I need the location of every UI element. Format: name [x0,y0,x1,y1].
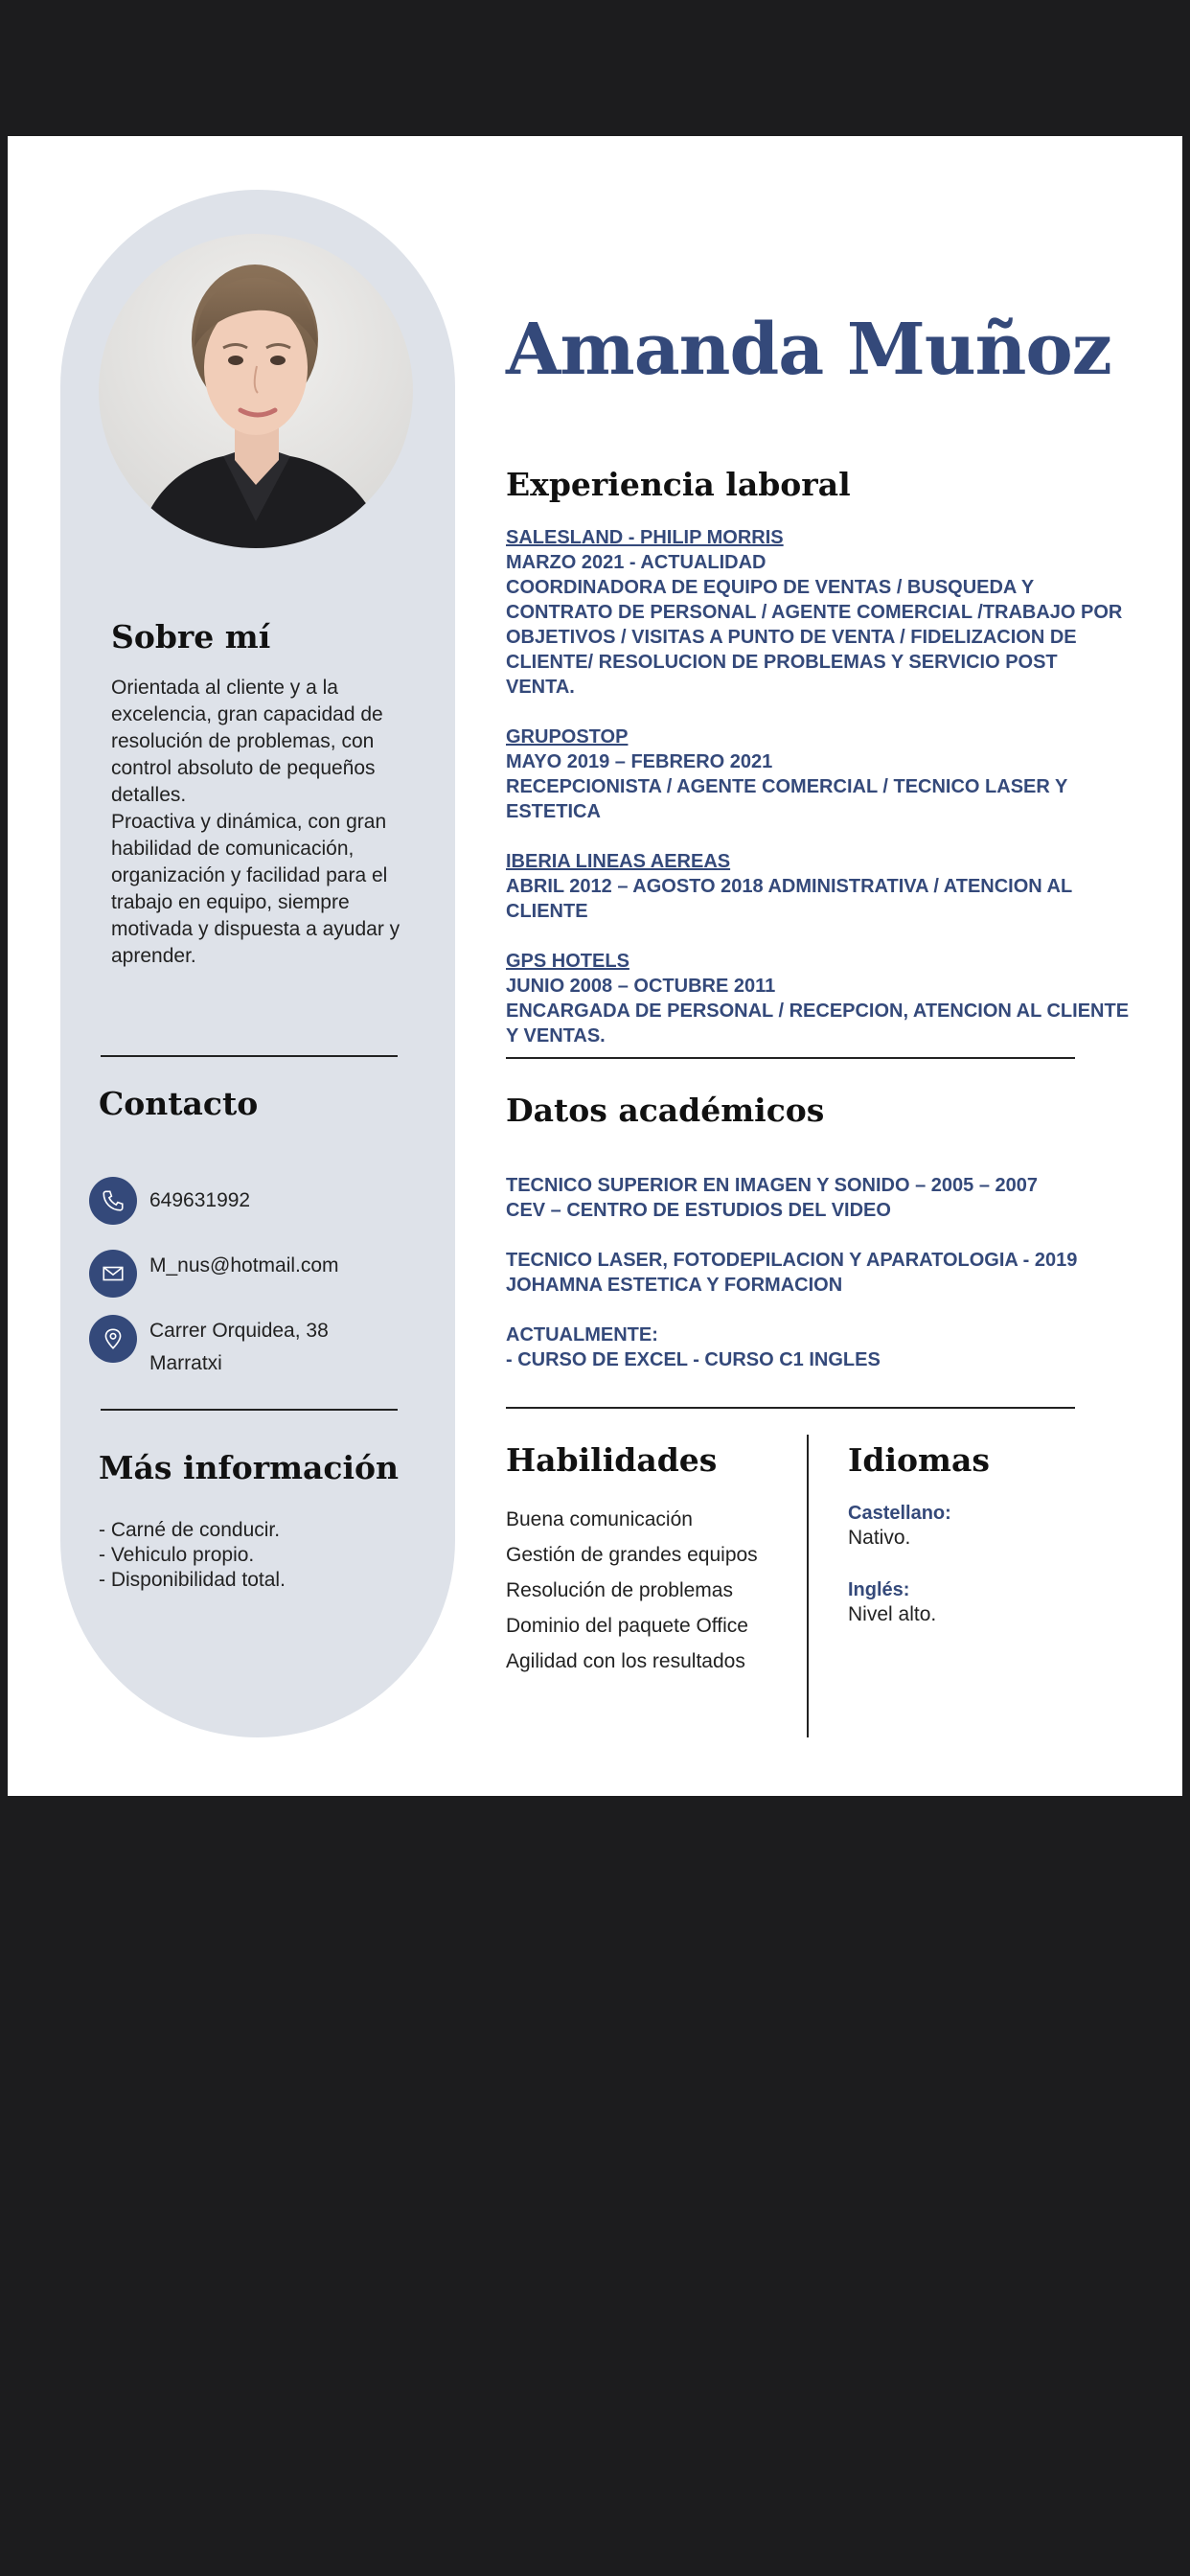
contact-address: Carrer Orquidea, 38 Marratxi [149,1320,329,1374]
job-details: ABRIL 2012 – AGOSTO 2018 ADMINISTRATIVA / ATENCION AL CLIENTE [506,876,1073,922]
job-details: MARZO 2021 - ACTUALIDAD COORDINADORA DE EQUIPO DE VENTAS / BUSQUEDA Y CONTRATO DE PERSONAL / AGENTE COMERCIAL /TRABAJO POR OBJETIVOS / VISITAS A PUNTO DE VENTA / FIDELIZACION DE CLIENTE/ RESOLUCION DE PROBLEMAS Y SERVICIO POST VENTA. [506,552,1123,698]
skill-item: Resolución de problemas [506,1579,733,1601]
skill-item: Agilidad con los resultados [506,1650,745,1672]
language-name: Castellano: [848,1503,951,1524]
job-company: GPS HOTELS [506,951,629,972]
skills-title: Habilidades [506,1441,718,1479]
job-company: SALESLAND - PHILIP MORRIS [506,527,784,548]
languages-title: Idiomas [848,1441,990,1479]
language-name: Inglés: [848,1579,910,1600]
skill-item: Dominio del paquete Office [506,1615,748,1637]
about-title: Sobre mí [111,618,271,656]
job-entry [506,525,1148,700]
language-level: Nivel alto. [848,1603,937,1625]
skill-item: Buena comunicación [506,1508,693,1530]
contact-phone[interactable]: 649631992 [149,1189,251,1211]
contact-email[interactable]: M_nus@hotmail.com [149,1254,339,1276]
education-item: TECNICO SUPERIOR EN IMAGEN Y SONIDO – 2005 – 2007 CEV – CENTRO DE ESTUDIOS DEL VIDEO [506,1175,1038,1221]
education-title: Datos académicos [506,1092,825,1129]
job-entry [506,949,1148,1048]
candidate-name: Amanda Muñoz [506,309,1111,391]
more-info-text: - Carné de conducir. - Vehiculo propio. - Disponibilidad total. [99,1519,286,1591]
job-company: GRUPOSTOP [506,726,629,748]
education-item: ACTUALMENTE: - CURSO DE EXCEL - CURSO C1 INGLES [506,1324,881,1370]
sidebar-divider [101,1409,398,1411]
about-text: Orientada al cliente y a la excelencia, gran capacidad de resolución de problemas, con control absoluto de pequeños detalles. Proactiva y dinámica, con gran habilidad de comunicación, organización y facilidad para el trabajo en equipo, siempre motivada y dispuesta a ayudar y aprender. [111,677,400,967]
phone-icon [89,1177,137,1225]
column-divider [807,1435,809,1737]
skill-item: Gestión de grandes equipos [506,1544,758,1566]
section-divider [506,1407,1075,1409]
mail-icon [89,1250,137,1298]
job-entry [506,724,1148,824]
job-company: IBERIA LINEAS AEREAS [506,851,731,872]
more-info-title: Más información [99,1449,400,1486]
job-details: JUNIO 2008 – OCTUBRE 2011 ENCARGADA DE PERSONAL / RECEPCION, ATENCION AL CLIENTE Y VENTAS. [506,976,1130,1046]
section-divider [506,1057,1075,1059]
resume-page [8,136,1182,1796]
profile-photo [99,234,413,548]
sidebar-divider [101,1055,398,1057]
job-details: MAYO 2019 – FEBRERO 2021 RECEPCIONISTA / AGENTE COMERCIAL / TECNICO LASER Y ESTETICA [506,751,1068,822]
language-level: Nativo. [848,1527,911,1549]
contact-title: Contacto [99,1085,259,1122]
location-pin-icon [89,1315,137,1363]
job-entry [506,849,1148,924]
education-item: TECNICO LASER, FOTODEPILACION Y APARATOLOGIA - 2019 JOHAMNA ESTETICA Y FORMACION [506,1250,1078,1296]
experience-title: Experiencia laboral [506,466,851,503]
